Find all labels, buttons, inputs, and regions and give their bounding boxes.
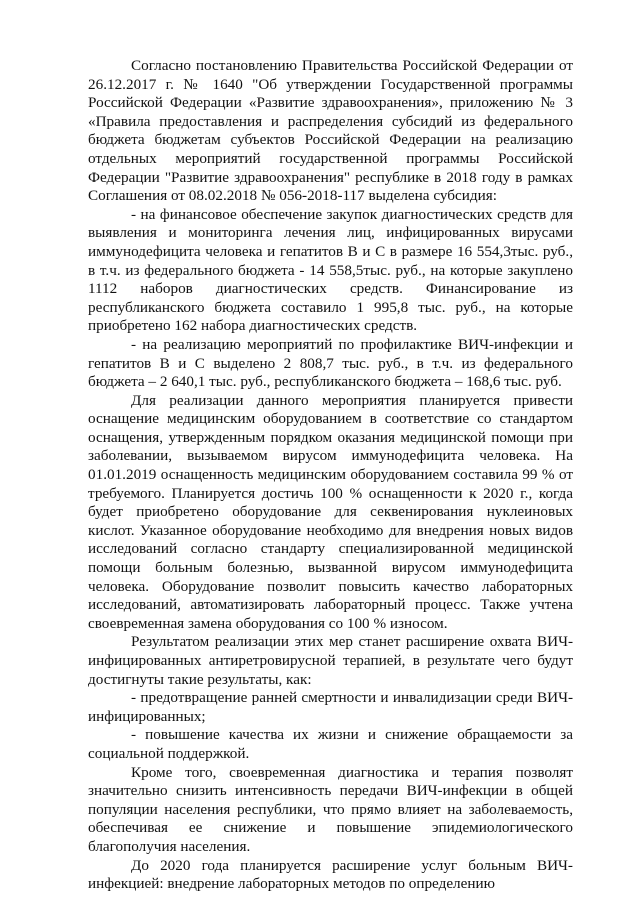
- paragraph-transmission: Кроме того, своевременная диагностика и терапия позволят значительно снизить интенсивность передачи ВИЧ-инфекции в общей популяции населения республики, что прямо влияет на заболеваемость, обеспечивая ее снижение и повышение эпидемиологического благополучия населения.: [88, 763, 573, 855]
- paragraph-equipment: Для реализации данного мероприятия планируется привести оснащение медицинским оборудованием в соответствие со стандартом оснащения, утвержденным порядком оказания медицинской помощи при заболевании, вызываемом вирусом иммунодефицита человека. На 01.01.2019 оснащенность медицинским оборудованием составила 99 % от требуемого. Планируется достичь 100 % оснащенности к 2020 г., когда будет приобретено оборудование для секвенирования нуклеиновых кислот. Указанное оборудование необходимо для внедрения новых видов исследований согласно стандарту специализированной медицинской помощи больным болезнью, вызванной вирусом иммунодефицита человека. Оборудование позволит повысить качество лабораторных исследований, автоматизировать лабораторный процесс. Также учтена своевременная замена оборудования со 100 % износом.: [88, 391, 573, 632]
- paragraph-prevention-funding: - на реализацию мероприятий по профилактике ВИЧ-инфекции и гепатитов В и С выделено 2 808,7 тыс. руб., в т.ч. из федерального бюджета – 2 640,1 тыс. руб., республиканского бюджета – 168,6 тыс. руб.: [88, 335, 573, 391]
- paragraph-expansion: До 2020 года планируется расширение услуг больным ВИЧ-инфекцией: внедрение лабораторных методов по определению: [88, 856, 573, 893]
- paragraph-resolution-subsidy: Согласно постановлению Правительства Российской Федерации от 26.12.2017 г. № 1640 "Об утверждении Государственной программы Российской Федерации «Развитие здравоохранения», приложению № 3 «Правила предоставления и распределения субсидий из федерального бюджета бюджетам субъектов Российской Федерации на реализацию отдельных мероприятий государственной программы Российской Федерации "Развитие здравоохранения" республике в 2018 году в рамках Соглашения от 08.02.2018 № 056-2018-117 выделена субсидия:: [88, 57, 573, 205]
- paragraph-results: Результатом реализации этих мер станет расширение охвата ВИЧ-инфицированных антиретровирусной терапией, в результате чего будут достигнуты такие результаты, как:: [88, 633, 573, 688]
- paragraph-result-mortality: - предотвращение ранней смертности и инвалидизации среди ВИЧ-инфицированных;: [88, 689, 573, 725]
- paragraph-diagnostics-funding: - на финансовое обеспечение закупок диагностических средств для выявления и мониторинга лечения лиц, инфицированных вирусами иммунодефицита человека и гепатитов В и С в размере 16 554,3тыс. руб., в т.ч. из федерального бюджета - 14 558,5тыс. руб., на которые закуплено 1112 наборов диагностических средств. Финансирование из республиканского бюджета составило 1 995,8 тыс. руб., на которые приобретено 162 набора диагностических средств.: [88, 205, 573, 335]
- document-page: [88, 57, 573, 894]
- paragraph-result-quality: - повышение качества их жизни и снижение обращаемости за социальной поддержкой.: [88, 726, 573, 762]
